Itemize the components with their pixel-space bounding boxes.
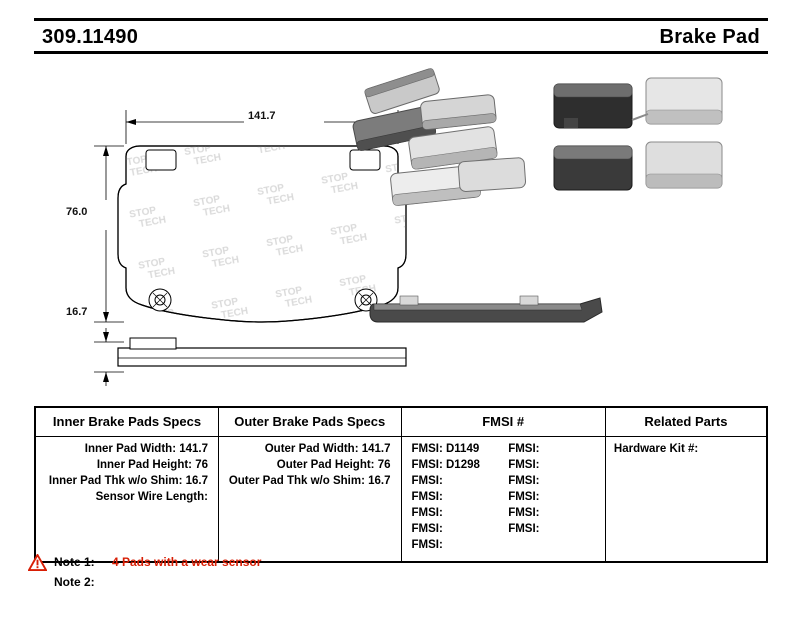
specs-table <box>34 406 768 563</box>
pad-photo-group-right <box>554 78 722 190</box>
warning-icon <box>28 554 47 571</box>
page-title: Brake Pad <box>659 26 760 48</box>
dimension-label-height: 76.0 <box>66 206 88 218</box>
fmsi-entry: FMSI: <box>411 507 443 519</box>
outer-pad-thickness: Outer Pad Thk w/o Shim: 16.7 <box>228 475 391 487</box>
fmsi-entry: FMSI: <box>411 523 443 535</box>
inner-pad-width: Inner Pad Width: 141.7 <box>84 443 208 455</box>
fmsi-entry: FMSI: <box>508 475 540 487</box>
column-header-fmsi: FMSI # <box>401 408 605 437</box>
table-header-row <box>36 408 766 437</box>
drawing-svg <box>34 60 768 390</box>
table-row <box>36 437 766 562</box>
note-1-row <box>54 552 554 572</box>
fmsi-entry: FMSI: D1149 <box>411 443 480 455</box>
column-header-related-parts: Related Parts <box>605 408 766 437</box>
hardware-kit-number: Hardware Kit #: <box>613 443 699 455</box>
fmsi-entry: FMSI: <box>508 507 540 519</box>
note-1-text: 4 Pads with a wear sensor <box>112 555 262 569</box>
cell-related-parts <box>605 437 766 562</box>
part-number: 309.11490 <box>42 26 139 48</box>
column-header-inner-specs: Inner Brake Pads Specs <box>36 408 219 437</box>
fmsi-entry: FMSI: <box>411 491 443 503</box>
fmsi-entry: FMSI: D1298 <box>411 459 480 471</box>
column-header-outer-specs: Outer Brake Pads Specs <box>219 408 402 437</box>
fmsi-entry: FMSI: <box>508 443 540 455</box>
fmsi-entry: FMSI: <box>508 523 540 535</box>
cell-inner-specs <box>36 437 219 562</box>
inner-pad-height: Inner Pad Height: 76 <box>96 459 208 471</box>
technical-drawing <box>34 60 768 390</box>
fmsi-entry: FMSI: <box>508 491 540 503</box>
fmsi-entry: FMSI: <box>411 475 443 487</box>
cell-outer-specs <box>219 437 402 562</box>
notes-section <box>54 552 554 592</box>
dimension-label-thickness: 16.7 <box>66 306 88 318</box>
outer-pad-height: Outer Pad Height: 76 <box>276 459 391 471</box>
note-2-label: Note 2: <box>54 575 95 589</box>
dimension-label-width: 141.7 <box>248 110 276 122</box>
pad-side-view <box>118 338 406 366</box>
outer-pad-width: Outer Pad Width: 141.7 <box>264 443 391 455</box>
fmsi-entry: FMSI: <box>411 539 443 551</box>
fmsi-column-right <box>508 441 605 553</box>
pad-photo-edge-view <box>370 296 602 322</box>
sensor-wire-length: Sensor Wire Length: <box>95 491 208 503</box>
page-header <box>34 18 768 54</box>
fmsi-entry: FMSI: <box>508 459 540 471</box>
cell-fmsi <box>401 437 605 562</box>
inner-pad-thickness: Inner Pad Thk w/o Shim: 16.7 <box>48 475 208 487</box>
note-1-label: Note 1: <box>54 555 95 569</box>
pad-front-view <box>118 146 406 322</box>
note-2-row <box>54 572 554 592</box>
fmsi-column-left <box>412 441 509 553</box>
